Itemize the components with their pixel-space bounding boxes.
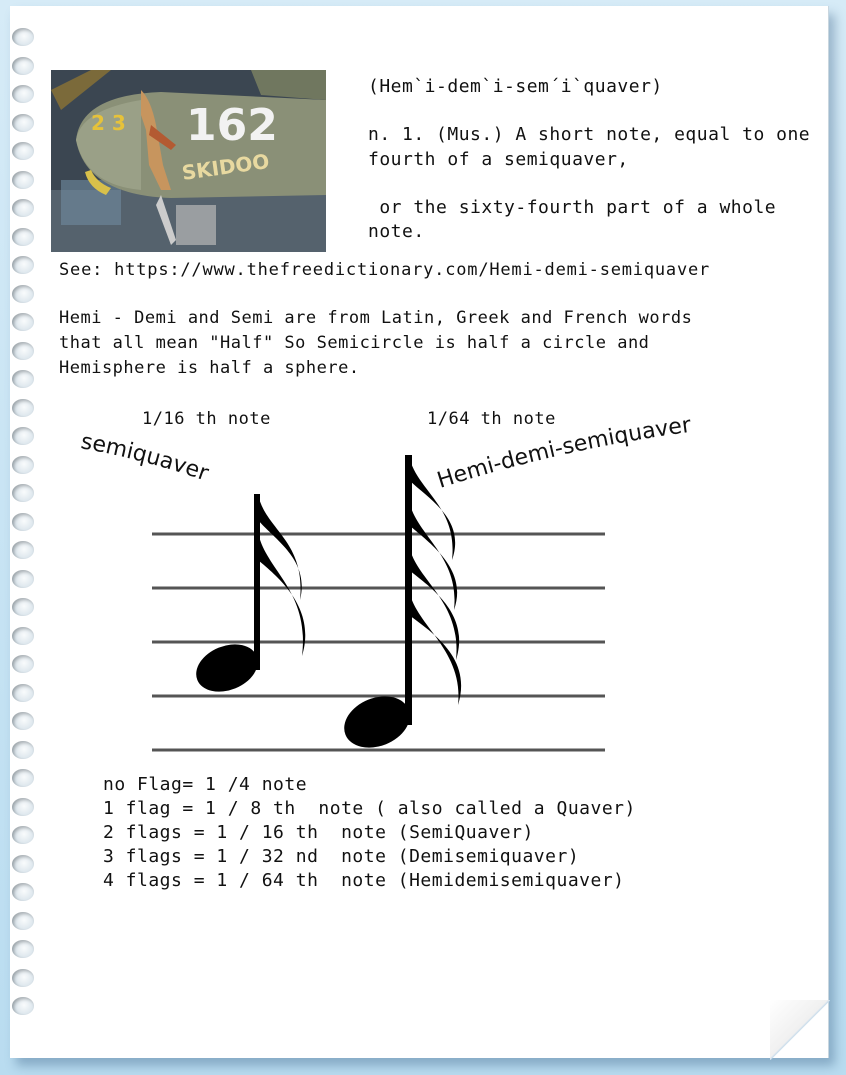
plane-nickname: SKIDOO	[180, 148, 271, 185]
flags-line-3: 3 flags = 1 / 32 nd note (Demisemiquaver)	[103, 846, 580, 867]
definition-line-3: or the sixty-fourth part of a whole	[368, 197, 777, 218]
semiquaver-label: semiquaver	[78, 429, 212, 487]
see-link[interactable]: See: https://www.thefreedictionary.com/Hemi-demi-semiquaver	[59, 260, 711, 280]
right-note-caption: 1/64 th note	[427, 409, 556, 429]
plane-number: 162	[186, 100, 278, 151]
flags-line-4: 4 flags = 1 / 64 th note (Hemidemisemiquaver)	[103, 870, 625, 891]
semiquaver-note	[189, 494, 305, 700]
hemidemisemiquaver-note	[336, 455, 461, 757]
flags-line-2: 2 flags = 1 / 16 th note (SemiQuaver)	[103, 822, 534, 843]
explanation-line-2: that all mean "Half" So Semicircle is half a circle and	[59, 333, 650, 353]
left-note-caption: 1/16 th note	[142, 409, 271, 429]
definition-line-1: n. 1. (Mus.) A short note, equal to one	[368, 124, 811, 145]
flags-line-0: no Flag= 1 /4 note	[103, 774, 308, 795]
definition-line-4: note.	[368, 221, 425, 242]
definition-line-2: fourth of a semiquaver,	[368, 149, 629, 170]
explanation-line-3: Hemisphere is half a sphere.	[59, 358, 360, 378]
plane-small-number: 2 3	[91, 111, 126, 135]
flags-line-1: 1 flag = 1 / 8 th note ( also called a Quaver)	[103, 798, 636, 819]
pronunciation: (Hem`i-dem`i-sem´i`quaver)	[368, 76, 663, 97]
explanation-line-1: Hemi - Demi and Semi are from Latin, Greek and French words	[59, 308, 693, 328]
hemidemisemiquaver-label: Hemi-demi-semiquaver	[434, 412, 693, 494]
